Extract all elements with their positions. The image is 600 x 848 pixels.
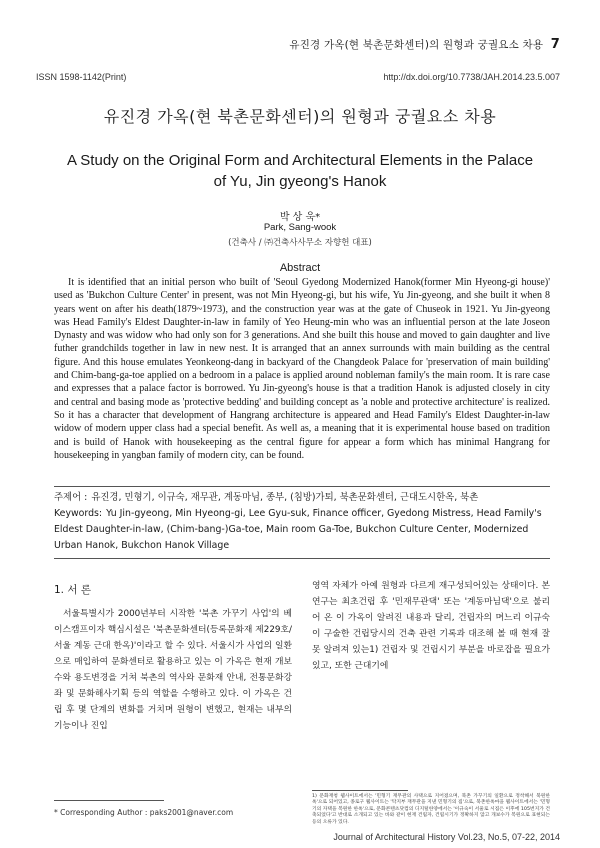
column-right — [312, 578, 550, 674]
journal-citation: Journal of Architectural History Vol.23, No.5, 07-22, 2014 — [333, 832, 560, 842]
author-affiliation: (건축사 / ㈜건축사사무소 자향헌 대표) — [228, 238, 372, 248]
keywords-korean — [54, 490, 550, 506]
author-korean: 박 상 욱* — [279, 212, 321, 223]
running-head — [289, 37, 560, 52]
page-number: 7 — [550, 37, 560, 52]
footnote-text: 1) 문화재청 웹사이트에서는 '민형기 재무관의 사택으로 지어졌으며, 북촌 가꾸기의 일환으로 정착해서 북원한옥'으로 되어있고, 종로구 웹사이트는 '탁지부 재무관을 지낸 민형기의 집'으로, 북촌한옥마을 웹사이트에서는 '민형기의 자택을 복원한 한옥'으로, 문화콘텐츠닷컴의 디지털한양에서는 '이규숙이 서울로 시집은 이후에 105번지가 건축되었다'고 반대로 소개되고 있는 바와 같이 현재 건립자, 건립시기가 정확하지 않고 개보수가 복원으로 표현되는 등의 오류가 있다. — [312, 794, 550, 825]
author-english: Park, Sang-wook — [263, 222, 337, 233]
title-korean: 유진경 가옥(현 북촌문화센터)의 원형과 궁궐요소 차용 — [103, 107, 497, 126]
keywords-english-label: Keywords: — [54, 508, 103, 519]
running-title: 유진경 가옥(현 북촌문화센터)의 원형과 궁궐요소 차용 — [289, 39, 544, 51]
corresponding-rule — [54, 800, 164, 801]
keywords-korean-text: 유진경, 민형기, 이규숙, 재무관, 계동마님, 종부, (침방)가퇴, 북촌문화센터, 근대도시한옥, 북촌 — [91, 492, 479, 503]
section-heading: 1. 서 론 — [54, 584, 91, 596]
corresponding-author: * Corresponding Author : paks2001@naver.com — [54, 808, 234, 817]
doi-link[interactable]: http://dx.doi.org/10.7738/JAH.2014.23.5.007 — [383, 72, 560, 82]
issn: ISSN 1598-1142(Print) — [36, 72, 127, 82]
column-left — [54, 582, 292, 734]
keywords-english — [54, 506, 550, 554]
keywords-english-text: Yu Jin-gyeong, Min Hyeong-gi, Lee Gyu-suk, Finance officer, Gyedong Mistress, Head Family's Eldest Daughter-in-law, (Chim-bang-)Ga-toe, Main room Ga-Toe, Bukchon Culture Center, Modernized Urban Hanok, Bukchon Hanok Village — [54, 508, 542, 551]
intro-paragraph-right: 영역 자체가 아예 원형과 다르게 재구성되어있는 상태이다. 본 연구는 최초건립 후 '민재무관댁' 또는 '계동마님댁'으로 불리어 온 이 가옥이 알려진 내용과 달리, 건립자의 며느리 이규숙이 구술한 건립당시의 건축 관련 기록과 대조해 볼 때 현재 잘못 알려져 있는1) 건립자 및 건립시기 부분을 바로잡을 필요가 있고, 또한 근대기에 — [312, 581, 550, 671]
intro-paragraph-left: 서울특별시가 2000년부터 시작한 '북촌 가꾸기 사업'의 베이스캠프이자 핵심시설은 '북촌문화센터(등록문화재 제229호/서울 계동 근대 한옥)'이라고 할 수 있다. 서울시가 사업의 일환으로 매입하여 문화센터로 활용하고 있는 이 가옥은 현재 개보수와 용도변경을 거쳐 북촌의 역사와 문화재 안내, 전통문화강좌 및 문화해사기획 등의 역할을 수행하고 있다. 이 가옥은 건립 후 몇 단계의 변화를 거치며 원형이 변했고, 현재는 내부의 기능이나 진입 — [54, 609, 292, 731]
footnote-rule — [312, 790, 408, 791]
footnote-area — [312, 790, 550, 826]
abstract-body: It is identified that an initial person who built of 'Seoul Gyedong Modernized Hanok(former Min Hyeong-gi house)' used as 'Bukchon Culture Center' in present, was not Min Hyeong-gi, but his wife, Yu Jin-gyeong, and she built it when 8 years went on after his death(1879~1973), and the construction year was at the gate of Chuseok in 1921. Yu Jin-gyeong was Head Family's Eldest Daughter-in-law in family of Yeo Heung-min who was an influential person at the late Joseon Dynasty and was widow who had only son for 3 generations. And she built this house and moved to gain daughter and live futher grandchilds together in law in new nest. It is arranged that an annex surrounds with main building as the central figure. And this house emulates Yeonkeong-dang in backyard of the Changdeok Palace for 'preservation of main building' and Chim-bang-ga-toe applied on a bedroom in a palace is applied around nobleman family's the main room. It is rare case and expresses that a palace factor is borrowed. Yu Jin-gyeong's house is that a tradition Hanok is adjusted closely in city and central and basing mode as 'protective bedding' and building concept as 'a noble and protective architecture' is realized. So it has a character that development of Hangrang architecture is appeared and Head Family's Eldest Daughter-in-law widow of modern upper class had a special benefit. As well as, a meaning that it is experimental house based on tradition and is build of Hanok with housekeeping as the central figure for appear a form which has minimal Hangrang for housekeeping in yangban family of modern city, can be found. — [54, 277, 550, 461]
keywords-box — [54, 486, 550, 559]
keywords-korean-label: 주제어 : — [54, 492, 88, 503]
abstract-heading: Abstract — [279, 262, 321, 274]
title-english: A Study on the Original Form and Architectural Elements in the Palace of Yu, Jin gyeong's Hanok — [66, 152, 534, 190]
